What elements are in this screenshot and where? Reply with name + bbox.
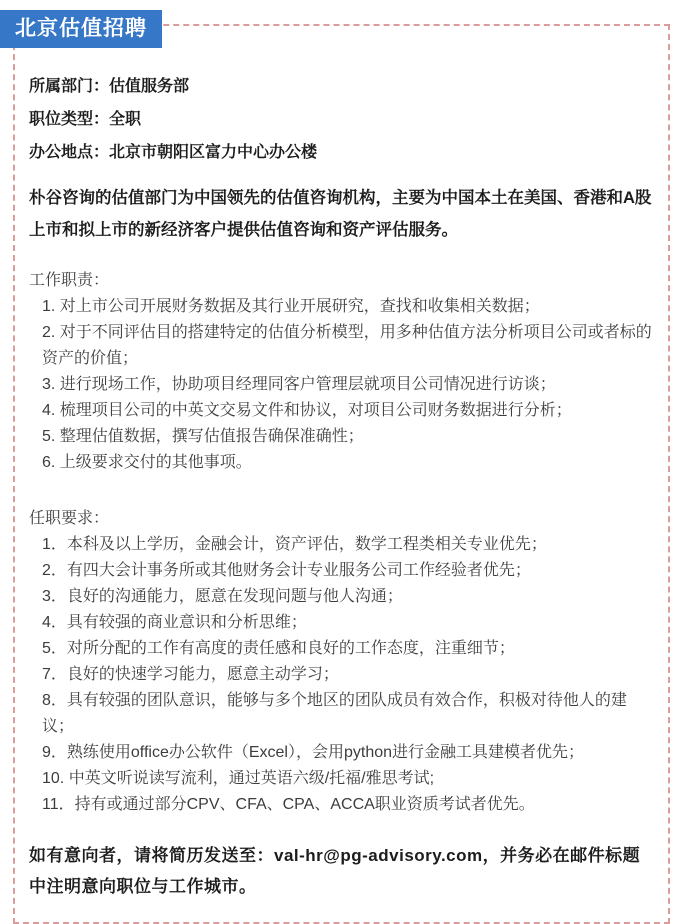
- list-item: 1．本科及以上学历，金融会计，资产评估，数学工程类相关专业优先；: [42, 536, 547, 553]
- list-item: 5. 整理估值数据，撰写估值报告确保准确性；: [42, 428, 364, 445]
- contact-info: 如有意向者，请将简历发送至：val-hr@pg-advisory.com，并务必在邮件标题中注明意向职位与工作城市。: [29, 846, 641, 896]
- list-item: 2．有四大会计事务所或其他财务会计专业服务公司工作经验者优先；: [42, 562, 531, 579]
- job-title-badge: 北京估值招聘: [0, 10, 162, 48]
- responsibilities-list: [29, 294, 653, 476]
- list-item: 8．具有较强的团队意识，能够与多个地区的团队成员有效合作，积极对待他人的建议；: [42, 692, 627, 735]
- requirements-list: [29, 532, 653, 818]
- meta-line: 办公地点：北京市朝阳区富力中心办公楼: [29, 144, 318, 161]
- requirements-section: [29, 506, 653, 818]
- list-item: 10. 中英文听说读写流利，通过英语六级/托福/雅思考试;: [42, 770, 435, 787]
- list-item: 1. 对上市公司开展财务数据及其行业开展研究，查找和收集相关数据；: [42, 298, 540, 315]
- meta-line: 职位类型：全职: [29, 111, 142, 128]
- list-item: 9．熟练使用office办公软件（Excel），会用python进行金融工具建模者优先；: [42, 744, 585, 761]
- meta-line: 所属部门：估值服务部: [29, 78, 190, 95]
- list-item: 6. 上级要求交付的其他事项。: [42, 454, 252, 471]
- job-posting-card: [13, 17, 670, 924]
- company-intro: 朴谷咨询的估值部门为中国领先的估值咨询机构，主要为中国本土在美国、香港和A股上市和拟上市的新经济客户提供估值咨询和资产评估服务。: [29, 189, 652, 239]
- requirements-heading: 任职要求：: [29, 510, 110, 527]
- list-item: 3．良好的沟通能力，愿意在发现问题与他人沟通；: [42, 588, 403, 605]
- list-item: 4. 梳理项目公司的中英文交易文件和协议，对项目公司财务数据进行分析；: [42, 402, 572, 419]
- responsibilities-section: [29, 268, 653, 476]
- responsibilities-heading: 工作职责：: [29, 272, 110, 289]
- list-item: 7．良好的快速学习能力，愿意主动学习；: [42, 666, 339, 683]
- list-item: 11．持有或通过部分CPV、CFA、CPA、ACCA职业资质考试者优先。: [42, 796, 535, 813]
- list-item: 3. 进行现场工作，协助项目经理同客户管理层就项目公司情况进行访谈；: [42, 376, 556, 393]
- list-item: 5．对所分配的工作有高度的责任感和良好的工作态度，注重细节；: [42, 640, 515, 657]
- job-meta: [29, 70, 653, 169]
- list-item: 4．具有较强的商业意识和分析思维；: [42, 614, 307, 631]
- list-item: 2. 对于不同评估目的搭建特定的估值分析模型，用多种估值方法分析项目公司或者标的资产的价值；: [42, 324, 652, 367]
